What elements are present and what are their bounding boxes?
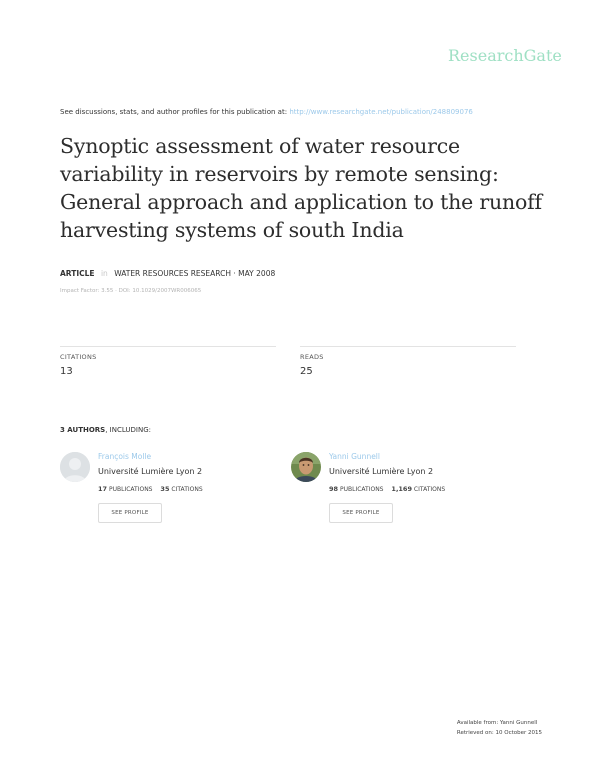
publications-count: 17 (98, 485, 108, 493)
author-citations-label: CITATIONS (413, 486, 446, 493)
meta-separator: in (100, 269, 108, 278)
reads-label: READS (300, 353, 324, 361)
author-citations-count: 1,169 (391, 485, 412, 493)
authors-suffix: , INCLUDING: (105, 426, 152, 434)
see-profile-button[interactable]: SEE PROFILE (98, 503, 162, 523)
citations-label: CITATIONS (60, 353, 97, 361)
citations-value: 13 (60, 366, 73, 377)
discussion-text: See discussions, stats, and author profiles for this publication at: (60, 108, 288, 116)
journal-date: WATER RESOURCES RESEARCH · MAY 2008 (114, 269, 276, 278)
impact-doi: Impact Factor: 3.55 · DOI: 10.1029/2007WR006065 (60, 288, 202, 294)
publication-type: ARTICLE (60, 269, 95, 278)
author-stats (329, 485, 445, 493)
publications-label: PUBLICATIONS (339, 486, 384, 493)
author-institution: Université Lumière Lyon 2 (329, 467, 434, 476)
see-profile-button[interactable]: SEE PROFILE (329, 503, 393, 523)
publication-meta (60, 269, 275, 278)
footer-availability (457, 718, 542, 738)
researchgate-logo[interactable]: ResearchGate (448, 46, 562, 65)
author-name-link[interactable]: François Molle (98, 452, 152, 461)
reads-divider (300, 346, 516, 347)
discussion-notice (60, 108, 473, 116)
author-photo-icon (291, 452, 321, 482)
author-citations-count: 35 (160, 485, 170, 493)
authors-heading (60, 426, 151, 434)
user-placeholder-icon (60, 452, 90, 482)
author-citations-label: CITATIONS (171, 486, 203, 493)
publication-title: Synoptic assessment of water resource variability in reservoirs by remote sensing: General approach and application to the runoff harvesting systems of south India (60, 134, 542, 242)
publication-url-link[interactable]: http://www.researchgate.net/publication/248809076 (289, 108, 473, 116)
author-stats (98, 485, 203, 493)
avatar[interactable] (291, 452, 321, 482)
authors-count: 3 AUTHORS (60, 426, 106, 434)
available-from: Available from: Yanni Gunnell (456, 720, 538, 726)
author-institution: Université Lumière Lyon 2 (98, 467, 203, 476)
citations-divider (60, 346, 276, 347)
author-name-link[interactable]: Yanni Gunnell (329, 452, 380, 461)
avatar[interactable] (60, 452, 90, 482)
author-card (60, 452, 290, 532)
publications-label: PUBLICATIONS (108, 486, 153, 493)
publications-count: 98 (329, 485, 339, 493)
retrieved-on: Retrieved on: 10 October 2015 (456, 730, 542, 736)
author-card (291, 452, 521, 532)
reads-value: 25 (300, 366, 313, 377)
